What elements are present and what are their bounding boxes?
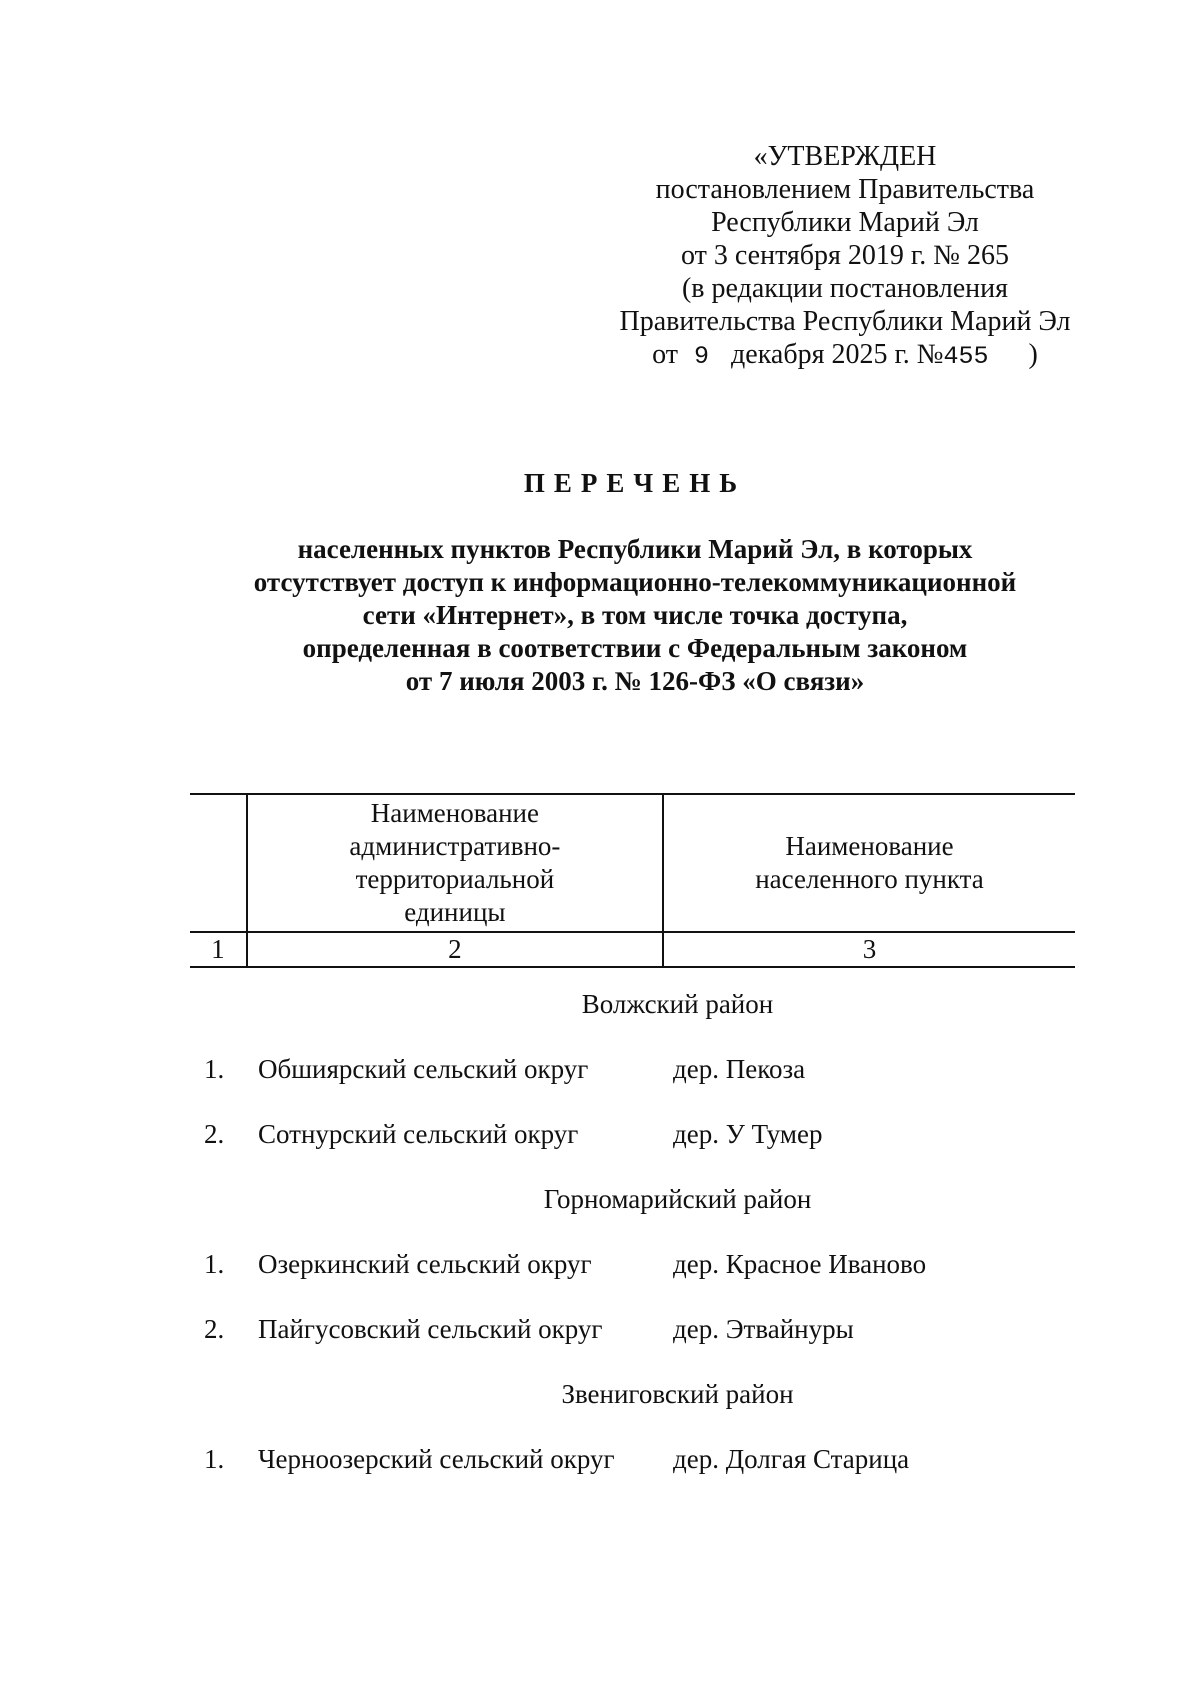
list-item xyxy=(190,1118,1075,1151)
item-place: дер. У Тумер xyxy=(673,1119,823,1149)
edition-prefix: от xyxy=(652,339,679,370)
edition-day: 9 xyxy=(694,342,710,371)
item-unit: Озеркинский сельский округ xyxy=(258,1249,592,1279)
subtitle-line: от 7 июля 2003 г. № 126-ФЗ «О связи» xyxy=(405,666,865,696)
item-place: дер. Этвайнуры xyxy=(673,1314,854,1344)
header-unit-line: территориальной xyxy=(355,864,555,894)
edition-middle: декабря 2025 г. № xyxy=(731,339,944,370)
item-number: 2. xyxy=(204,1314,225,1344)
item-unit: Сотнурский сельский округ xyxy=(258,1119,579,1149)
header-place-line: населенного пункта xyxy=(755,864,984,894)
district-heading: Звениговский район xyxy=(561,1379,794,1409)
list-item xyxy=(190,1053,1075,1086)
list-item xyxy=(190,1443,1075,1476)
edition-number: 455 xyxy=(943,342,989,371)
subtitle-line: населенных пунктов Республики Марий Эл, в которых xyxy=(297,534,973,564)
header-cell-unit xyxy=(247,794,663,932)
approval-line: от 3 сентября 2019 г. № 265 xyxy=(681,240,1009,271)
header-cell-place xyxy=(663,794,1075,932)
header-place-line: Наименование xyxy=(785,831,954,861)
item-unit: Черноозерский сельский округ xyxy=(258,1444,615,1474)
header-unit-line: Наименование xyxy=(370,798,539,828)
item-number: 1. xyxy=(204,1249,225,1279)
approval-line: Правительства Республики Марий Эл xyxy=(619,306,1071,337)
column-number-row xyxy=(190,932,1075,967)
header-unit-line: единицы xyxy=(404,897,506,927)
subtitle-line: отсутствует доступ к информационно-телекоммуникационной xyxy=(253,567,1017,597)
approval-edition-line xyxy=(600,338,1090,373)
item-unit: Пайгусовский сельский округ xyxy=(258,1314,603,1344)
district-heading: Горномарийский район xyxy=(543,1184,812,1214)
header-row xyxy=(190,794,1075,932)
header-unit-line: административно- xyxy=(349,831,561,861)
edition-suffix: ) xyxy=(1028,339,1038,370)
document-title: ПЕРЕЧЕНЬ xyxy=(523,468,747,498)
list-item xyxy=(190,1248,1075,1281)
column-number: 1 xyxy=(190,932,247,967)
district-heading: Волжский район xyxy=(581,989,774,1019)
settlement-list xyxy=(190,988,1075,1476)
document-subtitle xyxy=(180,533,1090,698)
header-table xyxy=(190,793,1075,968)
item-unit: Обшиярский сельский округ xyxy=(258,1054,589,1084)
subtitle-line: сети «Интернет», в том числе точка доступа, xyxy=(362,600,908,630)
subtitle-line: определенная в соответствии с Федеральным законом xyxy=(302,633,968,663)
list-item xyxy=(190,1313,1075,1346)
item-place: дер. Красное Иваново xyxy=(673,1249,927,1279)
header-cell-number xyxy=(190,794,247,932)
item-number: 1. xyxy=(204,1444,225,1474)
item-place: дер. Пекоза xyxy=(673,1054,806,1084)
item-number: 1. xyxy=(204,1054,225,1084)
approval-line: (в редакции постановления xyxy=(681,273,1009,304)
approval-line: «УТВЕРЖДЕН xyxy=(753,141,937,172)
column-number: 2 xyxy=(247,932,663,967)
item-place: дер. Долгая Старица xyxy=(673,1444,910,1474)
approval-line: постановлением Правительства xyxy=(655,174,1035,205)
approval-stamp xyxy=(600,140,1090,373)
item-number: 2. xyxy=(204,1119,225,1149)
column-number: 3 xyxy=(663,932,1075,967)
approval-line: Республики Марий Эл xyxy=(711,207,979,238)
